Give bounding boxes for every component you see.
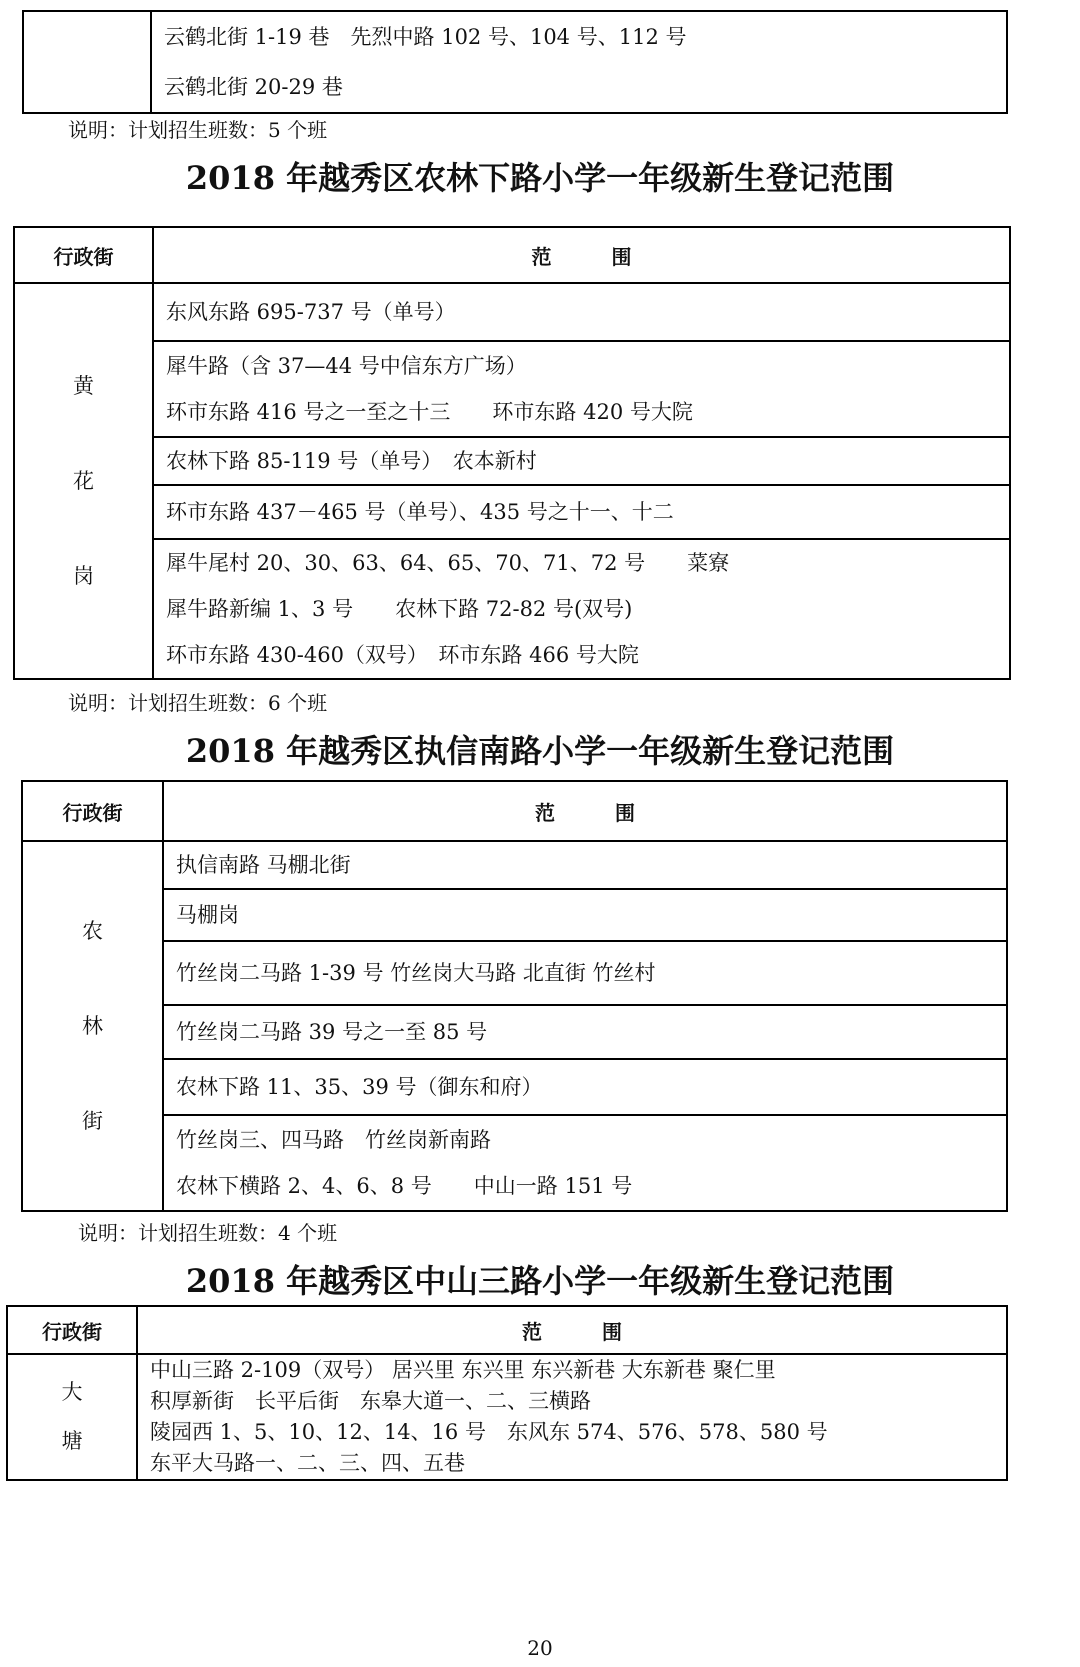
section-title: 2018 年越秀区执信南路小学一年级新生登记范围 — [185, 732, 895, 770]
table-row — [22, 841, 1007, 889]
range-cell — [153, 437, 1010, 485]
table-row — [14, 341, 1010, 437]
street-name-cell — [7, 1354, 137, 1480]
range-line: 中山三路 2-109（双号） 居兴里 东兴里 东兴新巷 大东新巷 聚仁里 — [150, 1358, 776, 1382]
range-line: 执信南路 马棚北街 — [176, 853, 351, 877]
street-char: 岗 — [73, 563, 94, 588]
table-row — [14, 539, 1010, 679]
range-line: 马棚岗 — [176, 903, 239, 927]
range-line: 东风东路 695-737 号（单号） — [166, 300, 456, 324]
table-row — [22, 889, 1007, 941]
street-name-cell — [22, 841, 163, 1211]
top-continuation-table — [22, 10, 1008, 114]
street-char: 农 — [82, 918, 103, 943]
range-line: 云鹤北街 1-19 巷 先烈中路 102 号、104 号、112 号 — [164, 25, 687, 49]
range-line: 积厚新街 长平后街 东皋大道一、二、三横路 — [150, 1389, 591, 1413]
range-line: 环市东路 430-460（双号） 环市东路 466 号大院 — [166, 643, 639, 667]
header-range: 范 围 — [163, 781, 1007, 841]
table-row — [14, 485, 1010, 539]
registration-table — [21, 780, 1008, 1212]
range-cell — [163, 841, 1007, 889]
range-line: 农林下路 11、35、39 号（御东和府） — [176, 1075, 543, 1099]
range-cell — [151, 11, 1007, 113]
table-row — [7, 1354, 1007, 1480]
table-header-row — [7, 1306, 1007, 1354]
header-range: 范 围 — [153, 227, 1010, 283]
registration-table — [13, 226, 1011, 680]
range-line: 竹丝岗二马路 39 号之一至 85 号 — [176, 1020, 488, 1044]
table-row — [14, 283, 1010, 341]
section-title: 2018 年越秀区农林下路小学一年级新生登记范围 — [185, 159, 895, 197]
range-line: 犀牛路（含 37—44 号中信东方广场） — [166, 354, 527, 378]
range-cell — [153, 341, 1010, 437]
range-line: 农林下横路 2、4、6、8 号 中山一路 151 号 — [176, 1174, 633, 1198]
street-char: 大 — [61, 1380, 83, 1404]
street-cell — [23, 11, 151, 113]
range-line: 竹丝岗三、四马路 竹丝岗新南路 — [176, 1128, 491, 1152]
header-street: 行政街 — [14, 227, 153, 283]
range-line: 东平大马路一、二、三、四、五巷 — [150, 1451, 465, 1475]
range-cell — [153, 283, 1010, 341]
range-line: 陵园西 1、5、10、12、14、16 号 东风东 574、576、578、580 号 — [150, 1420, 828, 1444]
range-cell — [137, 1354, 1007, 1480]
range-line: 云鹤北街 20-29 巷 — [164, 75, 343, 99]
section-title: 2018 年越秀区中山三路小学一年级新生登记范围 — [185, 1262, 895, 1300]
table-row — [23, 11, 1007, 113]
header-range: 范 围 — [137, 1306, 1007, 1354]
street-char: 林 — [82, 1013, 103, 1038]
table-header-row — [22, 781, 1007, 841]
range-cell — [163, 889, 1007, 941]
street-char: 花 — [73, 468, 94, 493]
header-street: 行政街 — [7, 1306, 137, 1354]
table-row — [14, 437, 1010, 485]
range-cell — [163, 1059, 1007, 1115]
page-number: 20 — [527, 1636, 553, 1660]
table-row — [22, 1005, 1007, 1059]
table-row — [22, 1115, 1007, 1211]
range-cell — [153, 539, 1010, 679]
range-line: 农林下路 85-119 号（单号） 农本新村 — [166, 449, 537, 473]
range-cell — [163, 1005, 1007, 1059]
enrollment-note: 说明：计划招生班数：6 个班 — [68, 691, 328, 715]
range-cell — [163, 941, 1007, 1005]
range-line: 环市东路 416 号之一至之十三 环市东路 420 号大院 — [166, 400, 693, 424]
range-line: 犀牛尾村 20、30、63、64、65、70、71、72 号 菜寮 — [166, 551, 730, 575]
range-cell — [163, 1115, 1007, 1211]
table-row — [22, 1059, 1007, 1115]
street-name-cell — [14, 283, 153, 679]
table-header-row — [14, 227, 1010, 283]
registration-table — [6, 1305, 1008, 1481]
enrollment-note: 说明：计划招生班数：5 个班 — [68, 118, 328, 142]
header-street: 行政街 — [22, 781, 163, 841]
enrollment-note: 说明：计划招生班数：4 个班 — [78, 1221, 338, 1245]
street-char: 黄 — [73, 373, 94, 398]
table-row — [22, 941, 1007, 1005]
range-line: 环市东路 437－465 号（单号）、435 号之十一、十二 — [166, 500, 674, 524]
street-char: 塘 — [61, 1429, 83, 1453]
street-char: 街 — [82, 1108, 103, 1133]
range-line: 犀牛路新编 1、3 号 农林下路 72-82 号(双号) — [166, 597, 633, 621]
range-cell — [153, 485, 1010, 539]
range-line: 竹丝岗二马路 1-39 号 竹丝岗大马路 北直街 竹丝村 — [176, 961, 656, 985]
